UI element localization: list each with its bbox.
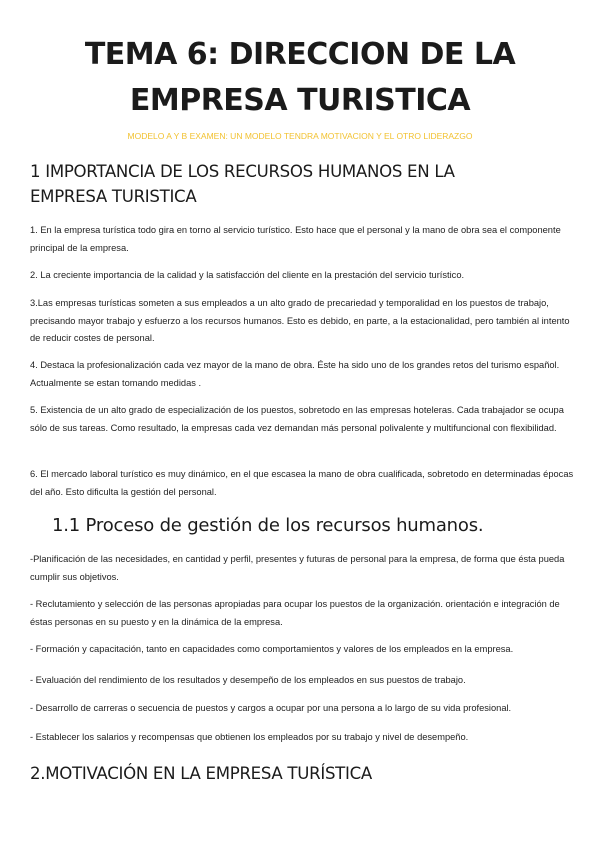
document-title [0, 32, 600, 124]
document-title-line2: EMPRESA TURISTICA [129, 83, 471, 118]
section-1-heading [30, 159, 575, 209]
list-item: - Reclutamiento y selección de las personas apropiadas para ocupar los puestos de la organización. orientación e integración de éstas personas en su puesto y en la dinámica de la empresa. [30, 599, 560, 627]
paragraph: 2. La creciente importancia de la calidad y la satisfacción del cliente en la prestación del servicio turístico. [30, 270, 465, 280]
section-1-1-heading: 1.1 Proceso de gestión de los recursos humanos. [52, 515, 484, 536]
paragraph: 1. En la empresa turística todo gira en torno al servicio turístico. Esto hace que el personal y la mano de obra sea el componente principal de la empresa. [30, 225, 561, 253]
list-item: - Formación y capacitación, tanto en capacidades como comportamientos y valores de los empleados en la empresa. [30, 644, 514, 654]
paragraph: 5. Existencia de un alto grado de especialización de los puestos, sobretodo en las empresas hoteleras. Cada trabajador se ocupa sólo de sus tareas. Como resultado, la empresas cada vez demandan más personal polivalente y multifuncional con flexibilidad. [30, 405, 564, 433]
paragraph: 4. Destaca la profesionalización cada vez mayor de la mano de obra. Éste ha sido uno de los grandes retos del turismo español. Actualmente se estan tomando medidas . [30, 360, 560, 388]
paragraph: 6. El mercado laboral turístico es muy dinámico, en el que escasea la mano de obra cualificada, sobretodo en determinadas épocas del año. Esto dificulta la gestión del personal. [30, 469, 574, 497]
section-2-heading: 2.MOTIVACIÓN EN LA EMPRESA TURÍSTICA [30, 764, 372, 783]
list-item: - Establecer los salarios y recompensas que obtienen los empleados por su trabajo y nivel de desempeño. [30, 732, 469, 742]
paragraph: 3.Las empresas turísticas someten a sus empleados a un alto grado de precariedad y temporalidad en los puestos de trabajo, precisando mayor trabajo y esfuerzo a los recursos humanos. Esto es debido, en parte, a la estacionalidad, pero también al intento de reducir costes de personal. [30, 298, 570, 343]
list-item: -Planificación de las necesidades, en cantidad y perfil, presentes y futuras de personal para la empresa, de forma que ésta pueda cumplir sus objetivos. [30, 554, 565, 582]
list-item: - Evaluación del rendimiento de los resultados y desempeño de los empleados en sus puestos de trabajo. [30, 675, 466, 685]
exam-note: MODELO A Y B EXAMEN: UN MODELO TENDRA MOTIVACION Y EL OTRO LIDERAZGO [127, 131, 473, 141]
section-1-heading-line2: EMPRESA TURISTICA [30, 187, 197, 206]
document-title-line1: TEMA 6: DIRECCION DE LA [84, 37, 516, 72]
section-1-heading-line1: 1 IMPORTANCIA DE LOS RECURSOS HUMANOS EN LA [30, 162, 455, 181]
list-item: - Desarrollo de carreras o secuencia de puestos y cargos a ocupar por una persona a lo largo de su vida profesional. [30, 703, 512, 713]
